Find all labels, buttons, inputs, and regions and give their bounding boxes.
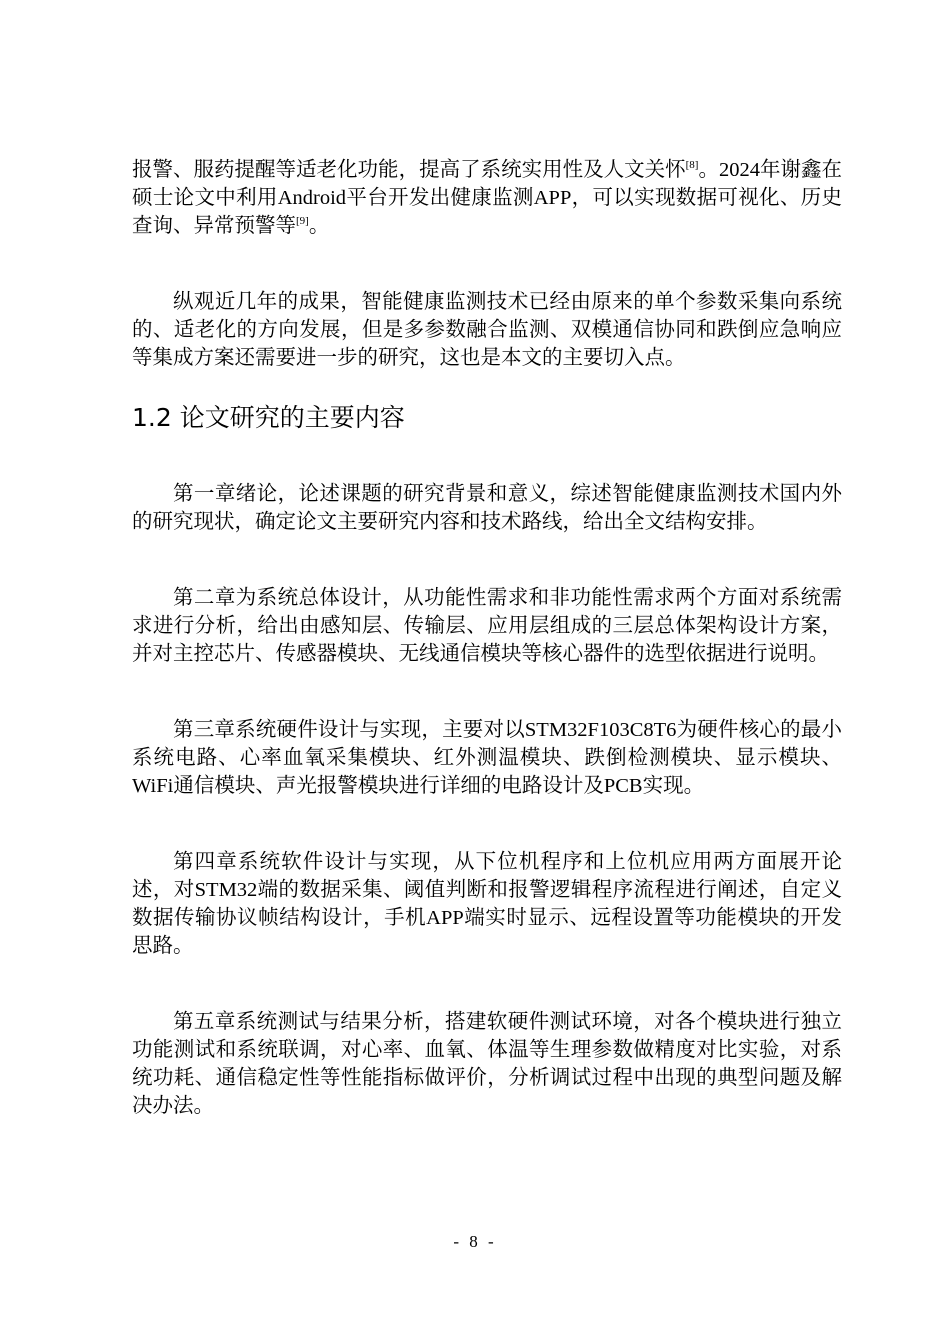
paragraph-chapter-5: 第五章系统测试与结果分析，搭建软硬件测试环境，对各个模块进行独立功能测试和系统联调，对心率、血氧、体温等生理参数做精度对比实验，对系统功耗、通信稳定性等性能指标做评价，分析调试过程中出现的典型问题及解决办法。 bbox=[132, 1011, 842, 1117]
paragraph-chapter-3: 第三章系统硬件设计与实现，主要对以STM32F103C8T6为硬件核心的最小系统电路、心率血氧采集模块、红外测温模块、跌倒检测模块、显示模块、WiFi通信模块、声光报警模块进行详细的电路设计及PCB实现。 bbox=[132, 719, 842, 797]
paragraph-chapter-4: 第四章系统软件设计与实现，从下位机程序和上位机应用两方面展开论述，对STM32端的数据采集、阈值判断和报警逻辑程序流程进行阐述，自定义数据传输协议帧结构设计，手机APP端实时显示、远程设置等功能模块的开发思路。 bbox=[132, 851, 842, 957]
paragraph-summary: 纵观近几年的成果，智能健康监测技术已经由原来的单个参数采集向系统的、适老化的方向发展，但是多参数融合监测、双模通信协同和跌倒应急响应等集成方案还需要进一步的研究，这也是本文的主要切入点。 bbox=[132, 291, 842, 369]
paragraph-text: 。 bbox=[308, 215, 330, 237]
citation-ref-9[interactable]: [9] bbox=[296, 215, 309, 228]
paragraph-text: 。2024年谢鑫在硕士论文中利用Android平台开发出健康监测APP，可以实现数据可视化、历史查询、异常预警等 bbox=[132, 159, 842, 237]
paragraph-chapter-2: 第二章为系统总体设计，从功能性需求和非功能性需求两个方面对系统需求进行分析，给出由感知层、传输层、应用层组成的三层总体架构设计方案，并对主控芯片、传感器模块、无线通信模块等核心器件的选型依据进行说明。 bbox=[132, 587, 842, 665]
page-body bbox=[132, 156, 842, 1120]
page-number: - 8 - bbox=[453, 1232, 497, 1251]
section-heading: 1.2 论文研究的主要内容 bbox=[132, 403, 405, 432]
citation-ref-8[interactable]: [8] bbox=[685, 159, 699, 172]
paragraph-text: 报警、服药提醒等适老化功能，提高了系统实用性及人文关怀 bbox=[132, 159, 686, 181]
paragraph-chapter-1: 第一章绪论，论述课题的研究背景和意义，综述智能健康监测技术国内外的研究现状，确定论文主要研究内容和技术路线，给出全文结构安排。 bbox=[132, 483, 842, 533]
paragraph-continuation bbox=[132, 156, 842, 240]
